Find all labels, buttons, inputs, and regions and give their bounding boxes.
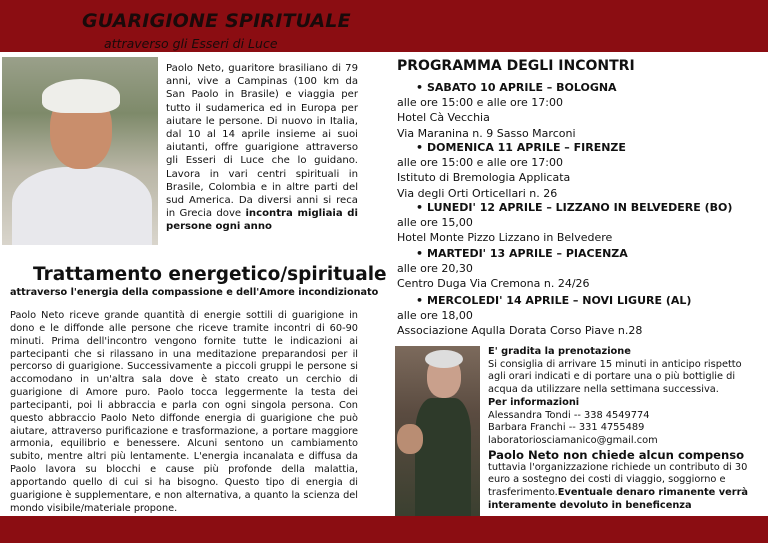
bio-text: Paolo Neto, guaritore brasiliano di 79 anni, vive a Campinas (100 km da San Paolo in Brasile) e viaggia per tutto il sudamerica ed in Europa per aiutare le persone. Di nuovo in Italia, dal 10 al 14 aprile insieme ai suoi aiutanti, offre guarigione attraverso gli Esseri di Luce che lo guidano. Lavora in vari centri spirituali in Brasile, Colombia e in altre parti del sud America. Da diversi anni si reca in Grecia dove [166, 63, 358, 220]
contact-email[interactable]: laboratoriosciamanico@gmail.com [488, 434, 658, 446]
event-line: Via Maranina n. 9 Sasso Marconi [397, 126, 576, 140]
bio-bold: incontra migliaia di persone ogni anno [166, 208, 358, 233]
event-line: alle ore 15:00 e alle ore 17:00 [397, 96, 563, 110]
event-line: Istituto di Bremologia Applicata [397, 171, 571, 185]
compenso-bold: Eventuale denaro rimanente verrà interamente devoluto in beneficenza [488, 487, 749, 511]
compenso-text: tuttavia l'organizzazione richiede un contributo di 30 euro a sostegno dei costi di viaggio, soggiorno e trasferimento. [488, 461, 748, 499]
event-heading: • LUNEDI' 12 APRILE – LIZZANO IN BELVEDERE (BO) [416, 201, 733, 214]
info-block [488, 346, 760, 512]
contact-line: Alessandra Tondi -- 338 4549774 [488, 409, 650, 421]
event-line: alle ore 15:00 e alle ore 17:00 [397, 156, 563, 170]
event-line: alle ore 18,00 [397, 309, 473, 323]
event-line: alle ore 15,00 [397, 216, 473, 230]
bio-paragraph [166, 62, 358, 234]
contact-line: Barbara Franchi -- 331 4755489 [488, 422, 645, 434]
portrait-photo [2, 57, 158, 245]
event-line: Centro Duga Via Cremona n. 24/26 [397, 277, 590, 291]
compenso-heading: Paolo Neto non chiede alcun compenso [488, 447, 745, 462]
event-block [397, 140, 757, 201]
photo-hair [425, 350, 463, 368]
footer-bar [0, 516, 768, 543]
event-block [397, 200, 757, 246]
bullet-icon: • [416, 201, 424, 214]
event-heading: • SABATO 10 APRILE – BOLOGNA [416, 81, 617, 94]
photo-shirt [12, 167, 152, 245]
programma-heading: PROGRAMMA DEGLI INCONTRI [397, 58, 635, 74]
event-line: Via degli Orti Orticellari n. 26 [397, 186, 558, 200]
event-block [397, 80, 757, 141]
trattamento-body: Paolo Neto riceve grande quantità di energie sottili di guarigione in dono e le diffonde alle persone che riceve tramite incontri di 60-90 minuti. Prima dell'incontro vengono fornite tutte le indicazioni ai partecipanti che si rilassano in una meditazione preparandosi per il percorso di guarigione. Successivamente a piccoli gruppi le persone si accomodano in un'altra sala dove è stato creato un cerchio di guarigione di Amore puro. Paolo tocca leggermente la testa dei partecipanti, poi li abbraccia e parla con ogni singola persona. Con questo abbraccio Paolo Neto diffonde energia di guarigione che può aiutare, attraverso purificazione e trasformazione, a portare maggiore armonia, equilibrio e benessere. Alcuni sentono un cambiamento subito, mentre altri più lentamente. L'energia incanalata e diffusa da Paolo lavora su blocchi e cause più profonde della malattia, apportando quello di cui si ha bisogno. Questo tipo di energia di guarigione è supplementare, e non alternativa, a quanto la scienza del mondo visibile/materiale propone. [10, 310, 358, 514]
trattamento-subheading: attraverso l'energia della compassione e dell'Amore incondizionato [10, 287, 379, 298]
bullet-icon: • [416, 141, 424, 154]
event-block [397, 293, 757, 339]
bullet-icon: • [416, 294, 424, 307]
event-line: alle ore 20,30 [397, 262, 473, 276]
bullet-icon: • [416, 81, 424, 94]
event-line: Associazione Aqulla Dorata Corso Piave n.28 [397, 324, 643, 338]
photo-body [415, 398, 471, 516]
group-photo [395, 346, 480, 516]
prenotazione-text: Si consiglia di arrivare 15 minuti in anticipo rispetto agli orari indicati e di portare una o più bottiglie di acqua da utilizzare nella settimana successiva. [488, 358, 742, 396]
page-subtitle: attraverso gli Esseri di Luce [104, 36, 278, 51]
bullet-icon: • [416, 247, 424, 260]
event-line: Hotel Cà Vecchia [397, 111, 490, 125]
page-title: GUARIGIONE SPIRITUALE [82, 10, 351, 32]
event-heading: • DOMENICA 11 APRILE – FIRENZE [416, 141, 626, 154]
event-heading: • MARTEDI' 13 APRILE – PIACENZA [416, 247, 628, 260]
event-line: Hotel Monte Pizzo Lizzano in Belvedere [397, 231, 613, 245]
trattamento-heading: Trattamento energetico/spirituale [33, 264, 387, 285]
prenotazione-heading: E' gradita la prenotazione [488, 346, 631, 357]
photo-child [397, 424, 423, 454]
event-heading: • MERCOLEDI' 14 APRILE – NOVI LIGURE (AL) [416, 294, 692, 307]
photo-hair [42, 79, 120, 113]
event-block [397, 246, 757, 292]
compenso-paragraph [488, 462, 760, 513]
info-heading: Per informazioni [488, 396, 580, 408]
